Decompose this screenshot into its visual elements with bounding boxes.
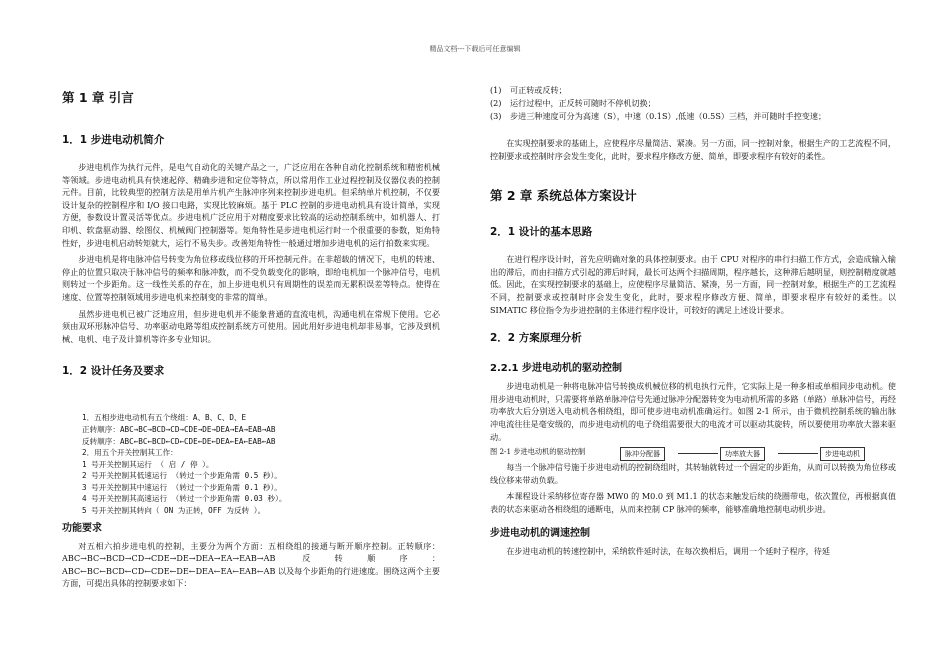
section-1-1-title: 1．1 步进电动机简介 — [62, 134, 165, 146]
list-item: (3) 步进三种速度可分为高速（S），中速（0.1S）,低速（0.5S）三档，并可随时手控变速； — [490, 111, 827, 121]
intro-paragraph: 在实现控制要求的基础上，应使程序尽量简洁、紧凑。另一方面，同一控制对象，根据生产的工艺流程不同，控制要求或控制时序会发生变化，此时，要求程序修改方便、简单，即要求程序有较好的柔性。 — [490, 138, 896, 161]
page-header: 精品文档---下载后可任意编辑 — [429, 45, 521, 53]
function-requirements-title: 功能要求 — [62, 522, 102, 534]
arrow-icon — [778, 453, 818, 454]
function-requirements-paragraph: 对五相六拍步进电机的控制，主要分为两个方面：五相绕组的接通与断开顺序控制。正转顺序：ABC→BC→BCD→CD→CDE→DE→DEA→EA→EAB→AB 反转顺序：ABC←BC←BCD←CD←CDE←DE←DEA←EA←EAB←AB 以及每个步距角的行进速度。围绕这两个主要方面，可提出具体的控制要求如下： — [62, 540, 440, 589]
figure-caption: 图 2-1 步进电动机的驱动控制 — [490, 447, 586, 457]
arrow-icon — [678, 453, 718, 454]
task-line: 反转顺序：ABC←BC←BCD←CD←CDE←DE←DEA←EA←EAB←AB — [82, 436, 276, 446]
power-amplifier-box: 功率放大器 — [720, 447, 765, 461]
section-1-1-paragraph: 步进电机是将电脉冲信号转变为角位移或线位移的开环控制元件。在非超载的情况下，电机的转速、停止的位置只取决于脉冲信号的频率和脉冲数，而不受负载变化的影响，即给电机加一个脉冲信号，电机则转过一个步距角。这一线性关系的存在，加上步进电机只有周期性的误差而无累积误差等特点。使得在速度、位置等控制领域用步进电机来控制变的非常的简单。 — [62, 254, 440, 302]
section-2-1-paragraph: 在进行程序设计时，首先应明确对象的具体控制要求。由于 CPU 对程序的串行扫描工作方式，会造成输入输出的滞后，而由扫描方式引起的滞后时间，最长可达两个扫描周期，程序越长，这种滞后越明显，则控制精度就越低。因此，在实现控制要求的基础上，应使程序尽量简洁、紧凑，另一方面，同一控制对象，根据生产的工艺流程不同，控制要求或控制时序会发生变化，此时，要求程序修改方便、简单，即要求程序有较好的柔性。以 SIMATIC 移位指令为步进控制的主体进行程序设计，可较好的满足上述设计要求。 — [490, 254, 896, 315]
section-2-2-title: 2．2 方案原理分析 — [490, 332, 582, 345]
task-line: 1．五相步进电动机有五个绕组：A、B、C、D、E — [82, 413, 247, 423]
figure-2-1 — [490, 447, 896, 481]
section-1-1-paragraph: 虽然步进电机已被广泛地应用，但步进电机并不能象普通的直流电机，沟通电机在常规下使用。它必须由双环形脉冲信号、功率驱动电路等组成控制系统方可使用。因此用好步进电机却非易事，它涉及到机械、电机、电子及计算机等许多专业知识。 — [62, 308, 440, 344]
stepper-motor-box: 步进电动机 — [820, 447, 865, 461]
list-item: (1) 可正转或反转； — [490, 85, 567, 95]
chapter-2-title: 第 2 章 系统总体方案设计 — [490, 188, 637, 204]
task-line: 3 号开关控制其中速运行 （转过一个步距角需 0.1 秒）。 — [82, 482, 282, 492]
task-line: 5 号开关控制其转向（ ON 为正转，OFF 为反转 ）。 — [82, 506, 266, 516]
right-column — [490, 84, 896, 561]
task-line: 2 号开关控制其低速运行 （转过一个步距角需 0.5 秒）。 — [82, 471, 282, 481]
task-line: 1 号开关控制其运行 （ 启 / 停 ）。 — [82, 459, 214, 469]
section-1-1-paragraph: 步进电机作为执行元件，是电气自动化的关键产品之一，广泛应用在各种自动化控制系统和精密机械等领域。步进电动机具有快速起停、精确步进和定位等特点，所以常用作工业过程控制及仪器仪表的控制元件。目前，比较典型的控制方法是用单片机产生脉冲序列来控制步进电机。但采纳单片机控制，不仅要设计复杂的控制程序和 I/O 接口电路，实现比较麻烦。基于 PLC 控制的步进电动机具有设计简单，实现方便，参数设计置灵活等优点。步进电机广泛应用于对精度要求比较高的运动控制系统中，如机器人、打印机、软盘驱动器、绘图仪、机械阀门控制器等。矩角特性是步进电机运行时一个很重要的参数，矩角特性好，步进电机启动转矩就大，运行不易失步。改善矩角特性一般通过增加步进电机的运行拍数来实现。 — [62, 162, 440, 248]
section-2-2-1-title: 2.2.1 步进电动机的驱动控制 — [490, 363, 622, 375]
chapter-1-title: 第 1 章 引言 — [62, 90, 134, 105]
after-figure-paragraph: 每当一个脉冲信号施于步进电动机的控制绕组时，其转轴就转过一个固定的步距角，从而可以转换为角位移或线位移来带动负载。 — [490, 462, 896, 485]
list-item: (2) 运行过程中，正反转可随时不停机切换； — [490, 98, 656, 108]
section-2-2-1-paragraph: 步进电动机是一种将电脉冲信号转换成机械位移的机电执行元件，它实际上是一种多相或单相同步电动机。使用步进电动机时，只需要将单路单脉冲信号先通过脉冲分配器转变为电动机所需的多路（单路）单脉冲信号，再经功率放大后分别送入电动机各相绕组，即可使步进电动机准确运行。如图 2-1 所示，由于微机控制系统的输出脉冲电流往往是毫安级的，而步进电动机的电子绕组需要很大的电流才可以驱动其旋转，所以要使用功率放大器来驱动。 — [490, 381, 896, 442]
left-column — [62, 82, 440, 594]
after-figure-paragraph: 本课程设计采纳移位寄存器 MW0 的 M0.0 到 M1.1 的状态来触发后续的绕圈带电，依次置位，再根据真值表的状态来驱动各相绕组的通断电，从而来控制 CP 脉冲的频率，能够准确地控制电动机步进。 — [490, 491, 896, 514]
task-line: 正转顺序：ABC→BC→BCD→CD→CDE→DE→DEA→EA→EAB→AB — [82, 424, 276, 434]
section-2-1-title: 2．1 设计的基本思路 — [490, 226, 593, 239]
section-1-2-title: 1．2 设计任务及要求 — [62, 365, 165, 378]
task-line: 4 号开关控制其高速运行 （转过一个步距角需 0.03 秒）。 — [82, 494, 287, 504]
task-line: 2．用五个开关控制其工作： — [82, 448, 178, 458]
requirement-list — [490, 84, 896, 123]
pulse-distributor-box: 脉冲分配器 — [620, 447, 665, 461]
task-list — [62, 412, 440, 516]
speed-control-title: 步进电动机的调速控制 — [490, 527, 590, 539]
speed-control-paragraph: 在步进电动机的转速控制中，采纳软件延时法，在每次换相后，调用一个延时子程序，待延 — [506, 545, 830, 556]
